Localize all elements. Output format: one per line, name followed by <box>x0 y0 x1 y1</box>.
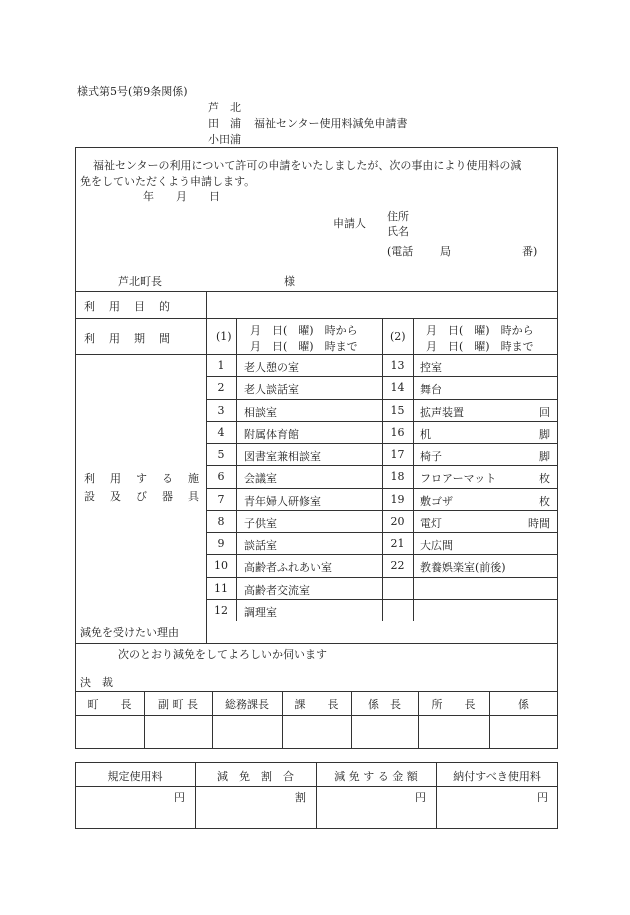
facility-unit: 脚 <box>539 450 550 463</box>
facility-number: 8 <box>217 515 225 528</box>
facility-name: フロアーマット <box>420 472 497 485</box>
fee-header: 減 免 割 合 <box>217 770 294 783</box>
facility-name: 子供室 <box>244 517 277 530</box>
facility-name: 教養娯楽室(前後) <box>420 561 506 574</box>
facility-row-divider <box>206 443 558 444</box>
facility-number: 22 <box>390 559 405 572</box>
facility-number: 3 <box>217 404 225 417</box>
facility-number: 15 <box>390 404 405 417</box>
reason-label: 減免を受けたい理由 <box>80 626 179 639</box>
form-number: 様式第5号(第9条関係) <box>77 85 188 98</box>
facility-row-divider <box>206 488 558 489</box>
facility-row-divider <box>206 554 558 555</box>
facility-name: 舞台 <box>420 383 442 396</box>
title-office-1: 芦 北 <box>208 101 241 114</box>
facility-name: 相談室 <box>244 406 277 419</box>
facility-row-divider <box>206 399 558 400</box>
facility-name: 談話室 <box>244 539 277 552</box>
period-label: 利用期間 <box>84 332 184 345</box>
fee-unit: 円 <box>415 791 426 804</box>
applicant-label: 申請人 <box>333 217 366 230</box>
facility-row-divider <box>206 510 558 511</box>
title-office-3: 小田浦 <box>208 133 241 146</box>
facility-name: 高齢者交流室 <box>244 584 310 597</box>
period-2-to: 月 日( 曜) 時まで <box>426 340 534 353</box>
title-office-2: 田 浦 <box>208 117 241 130</box>
facility-name: 調理室 <box>244 606 277 619</box>
facility-unit: 時間 <box>528 517 550 530</box>
approver-label: 係 長 <box>368 698 401 711</box>
facility-row-divider <box>206 465 558 466</box>
period-1-from: 月 日( 曜) 時から <box>250 324 358 337</box>
decision-label: 決 裁 <box>80 676 113 689</box>
approver-label: 係 <box>518 698 529 711</box>
facility-number: 12 <box>214 604 228 617</box>
fee-unit: 割 <box>295 791 306 804</box>
fee-header: 減 免 す る 金 額 <box>334 770 418 783</box>
facility-row-divider <box>206 599 558 600</box>
purpose-label: 利用目的 <box>84 300 184 313</box>
facility-name: 会議室 <box>244 472 277 485</box>
facility-number: 18 <box>390 470 405 483</box>
facility-unit: 枚 <box>539 495 550 508</box>
facility-number: 20 <box>390 515 405 528</box>
facility-name: 電灯 <box>420 517 442 530</box>
facility-number: 16 <box>390 426 405 439</box>
facility-name: 控室 <box>420 361 442 374</box>
facility-row-divider <box>206 376 558 377</box>
fee-unit: 円 <box>174 791 185 804</box>
facility-name: 拡声装置 <box>420 406 464 419</box>
facility-name: 机 <box>420 428 431 441</box>
facility-number: 5 <box>217 448 225 461</box>
facility-number: 21 <box>390 537 405 550</box>
facility-row-divider <box>206 421 558 422</box>
intro-line-2: 免をしていただくよう申請します。 <box>80 175 256 188</box>
fee-header: 納付すべき使用料 <box>453 770 541 783</box>
date-line: 年 月 日 <box>143 190 220 203</box>
facility-number: 7 <box>217 493 225 506</box>
phone-office: 局 <box>440 245 451 258</box>
period-1-to: 月 日( 曜) 時まで <box>250 340 358 353</box>
address-label: 住所 <box>387 210 409 223</box>
facility-name: 青年婦人研修室 <box>244 495 321 508</box>
approver-label: 副 町 長 <box>158 698 198 711</box>
facility-number: 6 <box>217 470 225 483</box>
facilities-label-2: 設及び器具 <box>84 490 214 503</box>
facility-name: 老人談話室 <box>244 383 299 396</box>
fee-header: 規定使用料 <box>107 770 163 783</box>
facility-number: 11 <box>214 582 228 595</box>
facility-number: 10 <box>214 559 228 572</box>
approval-text: 次のとおり減免をしてよろしいか伺います <box>118 648 327 661</box>
phone-label: (電話 <box>387 245 414 258</box>
facility-number: 1 <box>217 359 225 372</box>
facility-number: 19 <box>390 493 405 506</box>
facility-name: 敷ゴザ <box>420 495 453 508</box>
name-label: 氏名 <box>387 225 409 238</box>
fee-unit: 円 <box>537 791 548 804</box>
addressee: 芦北町長 <box>118 275 162 288</box>
facility-unit: 枚 <box>539 472 550 485</box>
facility-name: 椅子 <box>420 450 442 463</box>
facility-name: 附属体育館 <box>244 428 299 441</box>
honorific: 様 <box>284 275 295 288</box>
facility-name: 図書室兼相談室 <box>244 450 321 463</box>
approver-label: 町 長 <box>87 698 132 711</box>
facility-unit: 脚 <box>539 428 550 441</box>
period-2-from: 月 日( 曜) 時から <box>426 324 534 337</box>
facility-number: 14 <box>390 381 405 394</box>
approver-label: 総務課長 <box>225 698 269 711</box>
approver-label: 所 長 <box>431 698 476 711</box>
facility-row-divider <box>206 577 558 578</box>
facility-number: 4 <box>217 426 225 439</box>
period-2-marker: (2) <box>390 330 406 343</box>
facility-name: 大広間 <box>420 539 453 552</box>
form-title: 福祉センター使用料減免申請書 <box>254 117 408 130</box>
intro-line-1: 福祉センターの利用について許可の申請をいたしましたが、次の事由により使用料の減 <box>93 159 522 172</box>
facility-name: 高齢者ふれあい室 <box>244 561 332 574</box>
facility-row-divider <box>206 532 558 533</box>
period-1-marker: (1) <box>216 330 232 343</box>
facility-number: 2 <box>217 381 225 394</box>
facility-number: 17 <box>390 448 405 461</box>
facility-name: 老人憩の室 <box>244 361 299 374</box>
facility-number: 13 <box>390 359 405 372</box>
facility-unit: 回 <box>539 406 550 419</box>
facilities-label-1: 利用する施 <box>84 472 214 485</box>
facility-number: 9 <box>217 537 225 550</box>
phone-number: 番) <box>522 245 538 258</box>
approver-label: 課 長 <box>294 698 339 711</box>
